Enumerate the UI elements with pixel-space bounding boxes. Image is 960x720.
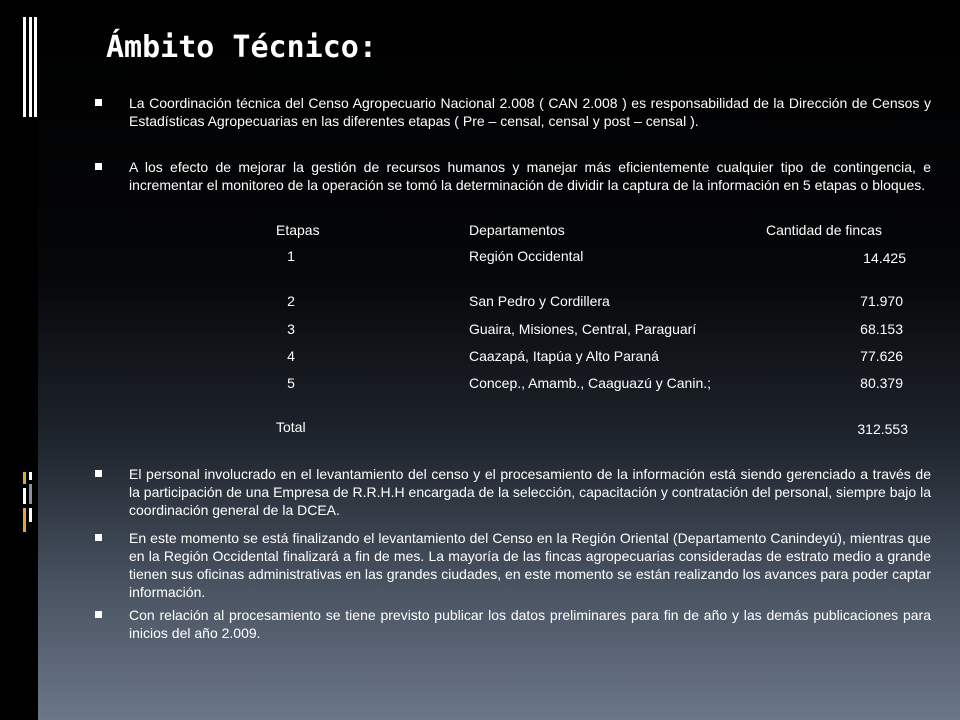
bullet-block-2 xyxy=(95,158,931,194)
row-2-departamento: San Pedro y Cordillera xyxy=(469,293,610,309)
header-departamentos: Departamentos xyxy=(469,222,565,238)
row-1-cantidad: 14.425 xyxy=(863,250,906,266)
row-4-departamento: Caazapá, Itapúa y Alto Paraná xyxy=(469,348,659,364)
bullet-block-3 xyxy=(95,465,931,519)
header-cantidad: Cantidad de fincas xyxy=(766,222,882,238)
row-3-cantidad: 68.153 xyxy=(860,321,903,337)
row-5-etapa: 5 xyxy=(287,375,295,391)
square-bullet-icon xyxy=(95,534,102,541)
square-bullet-icon xyxy=(95,163,102,170)
bullet-text: A los efecto de mejorar la gestión de recursos humanos y manejar más eficientemente cualquier tipo de contingencia, e incrementar el monitoreo de la operación se tomó la determinación de dividir la captura de la información en 5 etapas o bloques. xyxy=(129,159,931,193)
row-4-cantidad: 77.626 xyxy=(860,348,903,364)
slide-title: Ámbito Técnico: xyxy=(106,30,377,65)
row-2-cantidad: 71.970 xyxy=(860,293,903,309)
row-5-cantidad: 80.379 xyxy=(860,375,903,391)
row-5-departamento: Concep., Amamb., Caaguazú y Canin.; xyxy=(469,375,712,391)
decorative-stripes-bottom xyxy=(23,472,37,552)
square-bullet-icon xyxy=(95,470,102,477)
row-1-etapa: 1 xyxy=(287,248,295,264)
row-3-etapa: 3 xyxy=(287,321,295,337)
total-value: 312.553 xyxy=(857,421,908,437)
bullet-block-5 xyxy=(95,606,931,642)
bullet-text: Con relación al procesamiento se tiene previsto publicar los datos preliminares para fin de año y las demás publicaciones para inicios del año 2.009. xyxy=(129,607,931,641)
square-bullet-icon xyxy=(95,611,102,618)
square-bullet-icon xyxy=(95,99,102,106)
bullet-text: En este momento se está finalizando el levantamiento del Censo en la Región Oriental (Departamento Canindeyú), mientras que en la Región Occidental finalizará a fin de mes. La mayoría de las fincas agropecuarias consideradas de estrato medio a grande tienen sus oficinas administrativas en las grandes ciudades, en este momento se están realizando los avances para poder captar información. xyxy=(129,530,931,600)
total-label: Total xyxy=(276,419,306,435)
header-etapas: Etapas xyxy=(276,222,320,238)
bullet-block-4 xyxy=(95,529,931,601)
row-2-etapa: 2 xyxy=(287,293,295,309)
row-3-departamento: Guaira, Misiones, Central, Paraguarí xyxy=(469,321,697,337)
bullet-text: La Coordinación técnica del Censo Agropecuario Nacional 2.008 ( CAN 2.008 ) es responsabilidad de la Dirección de Censos y Estadísticas Agropecuarias en las diferentes etapas ( Pre – censal, censal y post – censal ). xyxy=(129,95,931,129)
bullet-text: El personal involucrado en el levantamiento del censo y el procesamiento de la información está siendo gerenciado a través de la participación de una Empresa de R.R.H.H encargada de la selección, capacitación y contratación del personal, siempre bajo la coordinación general de la DCEA. xyxy=(129,466,931,518)
row-1-departamento: Región Occidental xyxy=(469,248,584,264)
bullet-block-1 xyxy=(95,94,931,130)
decorative-stripes-top xyxy=(23,17,37,117)
row-4-etapa: 4 xyxy=(287,348,295,364)
